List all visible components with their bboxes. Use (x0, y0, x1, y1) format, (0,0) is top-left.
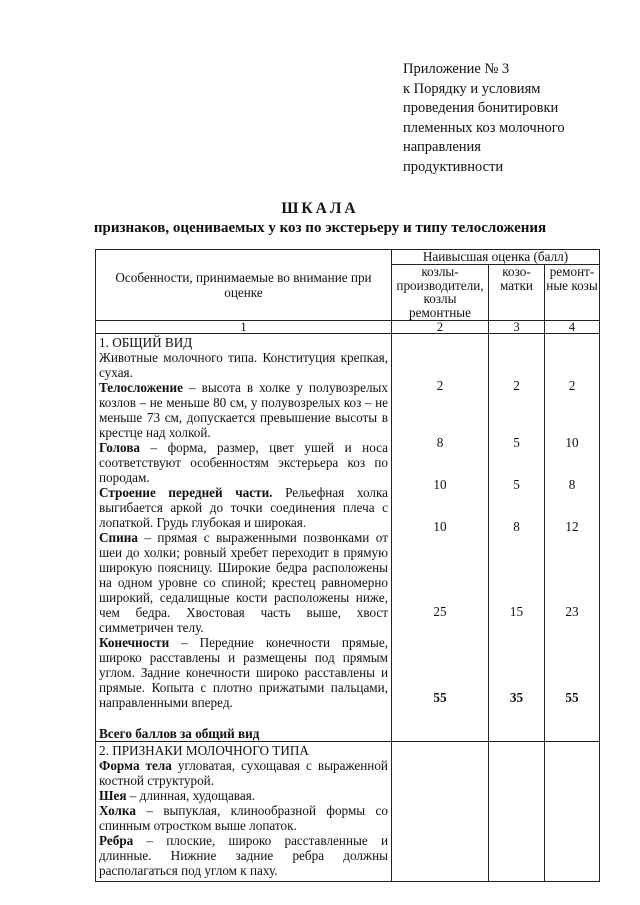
score-value: 2 (513, 378, 520, 393)
score-value: 8 (568, 477, 576, 492)
section1-total-label: Всего баллов за общий вид (99, 726, 260, 741)
column-number: 4 (545, 321, 600, 334)
score-value: 25 (433, 604, 447, 619)
criterion-label: Спина (99, 530, 138, 545)
criterion-label: Строение передней части. (99, 485, 273, 500)
score-table (95, 249, 600, 882)
document-title (0, 199, 640, 238)
score-value: 12 (565, 519, 579, 534)
criterion-row (99, 485, 388, 530)
total-value: 55 (565, 690, 579, 705)
score-value: 10 (433, 519, 447, 534)
score-value: 10 (433, 477, 447, 492)
score-value: 23 (565, 604, 579, 619)
criterion-row (99, 530, 388, 635)
column-number: 3 (489, 321, 545, 334)
criterion-label: Шея (99, 788, 127, 803)
title-subtitle: признаков, оцениваемых у коз по экстерьеру и типу телосложения (93, 220, 547, 236)
appendix-note (403, 60, 633, 177)
appendix-line: Приложение № 3 (403, 61, 510, 77)
section1-text (96, 334, 392, 742)
header-col4: ремонт-ные козы (545, 265, 600, 321)
criterion-row (99, 440, 388, 485)
score-value: 2 (436, 378, 444, 393)
criterion-text: – прямая с выраженными позвонками от шеи до холки; ровный хребет переходит в прямую широкую поясницу. Широкие бедра расположены на одном уровне со спиной; крестец равномерно широкий, седалищные кости расположены ниже, чем бедра. Хвостовая часть выше, хвост симметричен телу. (99, 530, 388, 635)
score-value: 15 (509, 604, 524, 619)
criterion-text: – длинная, худощавая. (126, 788, 256, 803)
score-value: 10 (565, 435, 579, 450)
column-number: 1 (96, 321, 392, 334)
section2-title: 2. ПРИЗНАКИ МОЛОЧНОГО ТИПА (99, 743, 309, 758)
score-column-replacement (545, 334, 600, 742)
column-number: 2 (392, 321, 489, 334)
empty-score-cell (489, 742, 545, 882)
criterion-text: – плоские, широко расставленные и длинные. Нижние задние ребра должны располагаться под углом к паху. (99, 833, 388, 878)
appendix-line: продуктивности (403, 158, 504, 175)
title-main: ШКАЛА (281, 200, 359, 217)
criterion-row (99, 833, 388, 878)
appendix-line: проведения бонитировки (403, 100, 559, 116)
header-max-score: Наивысшая оценка (балл) (392, 250, 600, 265)
score-value: 8 (436, 435, 444, 450)
section1-title: 1. ОБЩИЙ ВИД (99, 335, 193, 350)
criterion-row (99, 380, 388, 440)
appendix-line: племенных коз молочного (403, 119, 565, 136)
score-column-bucks (392, 334, 489, 742)
criterion-text: – форма, размер, цвет ушей и носа соответствуют особенностям экстерьера коз по породам. (99, 440, 388, 485)
score-value: 2 (568, 378, 576, 393)
criterion-text: – Передние конечности прямые, широко расставлены и размещены под прямым углом. Задние конечности широко расставлены и прямые. Копыта с плотно прижатыми пальцами, направленными вперед. (99, 635, 388, 710)
criterion-text: – высота в холке у полувозрелых козлов – не меньше 80 см, у полувозрелых коз – не меньше 73 см, допускается превышение высоты в крестце над холкой. (99, 380, 388, 440)
score-column-does (489, 334, 545, 742)
total-value: 35 (509, 690, 524, 705)
criterion-label: Холка (99, 803, 136, 818)
score-value: 5 (513, 477, 520, 492)
header-col3: козо-матки (489, 265, 545, 321)
criterion-label: Ребра (99, 833, 134, 848)
criterion-text: Рельефная холка выгибается аркой до точки соединения плеча с лопаткой. Грудь глубокая и широкая. (99, 485, 388, 530)
criterion-label: Голова (99, 440, 141, 455)
section1-intro: Животные молочного типа. Конституция крепкая, сухая. (99, 350, 388, 380)
empty-score-cell (392, 742, 489, 882)
criterion-text: угловатая, сухощавая с выраженной костной структурой. (99, 758, 388, 788)
appendix-line: направления (403, 139, 481, 155)
header-feature: Особенности, принимаемые во внимание при оценке (96, 250, 392, 321)
criterion-text: – выпуклая, клинообразной формы со спинным отростком выше лопаток. (99, 803, 388, 833)
header-col2: козлы-производители, козлы ремонтные (392, 265, 489, 321)
criterion-label: Форма тела (99, 758, 172, 773)
criterion-row (99, 788, 388, 803)
empty-score-cell (545, 742, 600, 882)
criterion-label: Конечности (99, 635, 170, 650)
total-value: 55 (433, 690, 447, 705)
criterion-label: Телосложение (99, 380, 183, 395)
section2-text (96, 742, 392, 882)
appendix-line: к Порядку и условиям (403, 80, 541, 97)
score-value: 5 (513, 435, 520, 450)
criterion-row (99, 635, 388, 710)
criterion-row (99, 803, 388, 833)
score-value: 8 (513, 519, 520, 534)
criterion-row (99, 758, 388, 788)
